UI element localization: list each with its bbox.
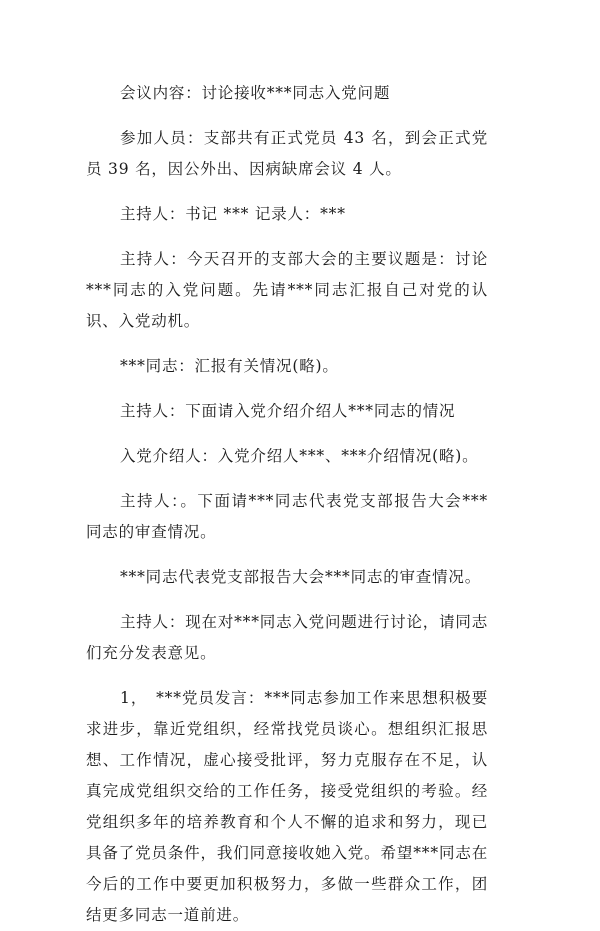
review-report-paragraph: ***同志代表党支部报告大会***同志的审查情况。 bbox=[120, 568, 482, 586]
host-recorder-paragraph: 主持人：书记 *** 记录人：*** bbox=[120, 205, 346, 223]
attendees-paragraph: 参加人员：支部共有正式党员 43 名，到会正式党员 39 名，因公外出、因病缺席会议 4 人。 bbox=[86, 129, 488, 178]
host-opening-paragraph: 主持人：今天召开的支部大会的主要议题是：讨论***同志的入党问题。先请***同志汇报自己对党的认识、入党动机。 bbox=[86, 250, 488, 330]
meeting-content-paragraph: 会议内容：讨论接收***同志入党问题 bbox=[120, 84, 391, 102]
host-review-paragraph: 主持人：。下面请***同志代表党支部报告大会***同志的审查情况。 bbox=[86, 492, 488, 541]
host-discussion-paragraph: 主持人：现在对***同志入党问题进行讨论，请同志们充分发表意见。 bbox=[86, 613, 488, 662]
introducer-paragraph: 入党介绍人：入党介绍人***、***介绍情况(略)。 bbox=[120, 447, 479, 465]
candidate-report-paragraph: ***同志：汇报有关情况(略)。 bbox=[120, 357, 339, 375]
host-introducer-paragraph: 主持人：下面请入党介绍介绍人***同志的情况 bbox=[120, 402, 456, 420]
member-speech-paragraph: 1， ***党员发言：***同志参加工作来思想积极要求进步，靠近党组织，经常找党员谈心。想组织汇报思想、工作情况，虚心接受批评，努力克服存在不足，认真完成党组织交给的工作任务，接受党组织的考验。经党组织多年的培养教育和个人不懈的追求和努力，现已具备了党员条件，我们同意接收她入党。希望***同志在今后的工作中要更加积极努力，多做一些群众工作，团结更多同志一道前进。 bbox=[86, 689, 488, 924]
